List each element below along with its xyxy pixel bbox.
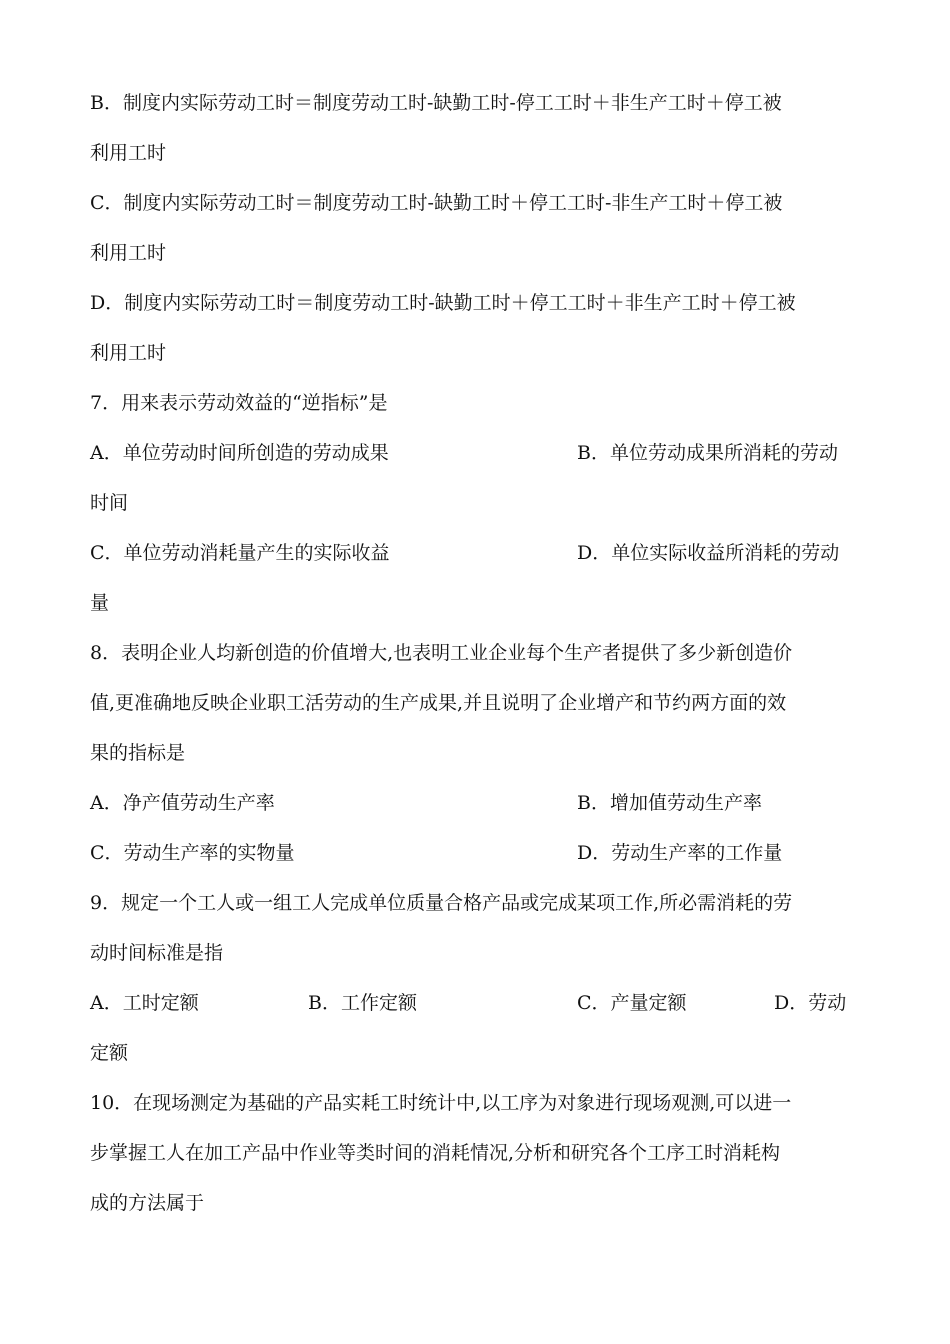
q9-option-d-cont: 定额 xyxy=(90,1042,129,1064)
q8-stem-line1 xyxy=(90,628,870,678)
q7-option-d: D．单位实际收益所消耗的劳动 xyxy=(577,542,840,564)
q6-option-d-line2 xyxy=(90,328,870,378)
q6-option-b-text: B．制度内实际劳动工时＝制度劳动工时-缺勤工时-停工工时＋非生产工时＋停工被 xyxy=(90,92,782,114)
q9-options-row xyxy=(90,978,870,1028)
q10-stem-line3 xyxy=(90,1178,870,1228)
q6-option-b-line1 xyxy=(90,78,870,128)
q6-option-b-line2 xyxy=(90,128,870,178)
q6-option-d-cont: 利用工时 xyxy=(90,342,167,364)
q7-option-c: C．单位劳动消耗量产生的实际收益 xyxy=(90,542,390,564)
q7-options-row2 xyxy=(90,528,870,578)
q7-stem xyxy=(90,378,870,428)
q10-stem-line2 xyxy=(90,1128,870,1178)
exam-page xyxy=(90,78,870,1228)
q7-option-d-cont: 量 xyxy=(90,592,110,614)
q6-option-d-line1 xyxy=(90,278,870,328)
q9-stem-line2 xyxy=(90,928,870,978)
q8-stem-line3 xyxy=(90,728,870,778)
q10-stem-line1 xyxy=(90,1078,870,1128)
q8-option-b: B．增加值劳动生产率 xyxy=(577,792,762,814)
q10-stem-text-2: 步掌握工人在加工产品中作业等类时间的消耗情况,分析和研究各个工序工时消耗构 xyxy=(90,1142,781,1164)
q6-option-c-line2 xyxy=(90,228,870,278)
q9-option-a: A．工时定额 xyxy=(90,992,199,1014)
q10-stem-text-3: 成的方法属于 xyxy=(90,1192,205,1214)
q8-options-row2 xyxy=(90,828,870,878)
q7-option-d-cont-line xyxy=(90,578,870,628)
q6-option-d-text: D．制度内实际劳动工时＝制度劳动工时-缺勤工时＋停工工时＋非生产工时＋停工被 xyxy=(90,292,796,314)
q6-option-c-line1 xyxy=(90,178,870,228)
q9-option-d-cont-line xyxy=(90,1028,870,1078)
q9-stem-text-1: 9．规定一个工人或一组工人完成单位质量合格产品或完成某项工作,所必需消耗的劳 xyxy=(90,892,793,914)
q7-stem-text: 7．用来表示劳动效益的“逆指标”是 xyxy=(90,392,388,414)
q7-option-b-cont-line xyxy=(90,478,870,528)
q9-stem-line1 xyxy=(90,878,870,928)
q7-option-b-cont: 时间 xyxy=(90,492,129,514)
q6-option-c-text: C．制度内实际劳动工时＝制度劳动工时-缺勤工时＋停工工时-非生产工时＋停工被 xyxy=(90,192,783,214)
q8-stem-text-1: 8．表明企业人均新创造的价值增大,也表明工业企业每个生产者提供了多少新创造价 xyxy=(90,642,793,664)
q8-stem-text-2: 值,更准确地反映企业职工活劳动的生产成果,并且说明了企业增产和节约两方面的效 xyxy=(90,692,787,714)
q8-stem-text-3: 果的指标是 xyxy=(90,742,186,764)
q7-options-row1 xyxy=(90,428,870,478)
q7-option-a: A．单位劳动时间所创造的劳动成果 xyxy=(90,442,389,464)
q6-option-b-cont: 利用工时 xyxy=(90,142,167,164)
q9-stem-text-2: 动时间标准是指 xyxy=(90,942,224,964)
q9-option-b: B．工作定额 xyxy=(308,992,417,1014)
q8-option-d: D．劳动生产率的工作量 xyxy=(577,842,783,864)
q8-option-a: A．净产值劳动生产率 xyxy=(90,792,275,814)
q8-option-c: C．劳动生产率的实物量 xyxy=(90,842,295,864)
q8-stem-line2 xyxy=(90,678,870,728)
q6-option-c-cont: 利用工时 xyxy=(90,242,167,264)
q7-option-b: B．单位劳动成果所消耗的劳动 xyxy=(577,442,838,464)
q9-option-c: C．产量定额 xyxy=(577,992,687,1014)
q8-options-row1 xyxy=(90,778,870,828)
q10-stem-text-1: 10．在现场测定为基础的产品实耗工时统计中,以工序为对象进行现场观测,可以进一 xyxy=(90,1092,792,1114)
q9-option-d: D．劳动 xyxy=(774,992,847,1014)
